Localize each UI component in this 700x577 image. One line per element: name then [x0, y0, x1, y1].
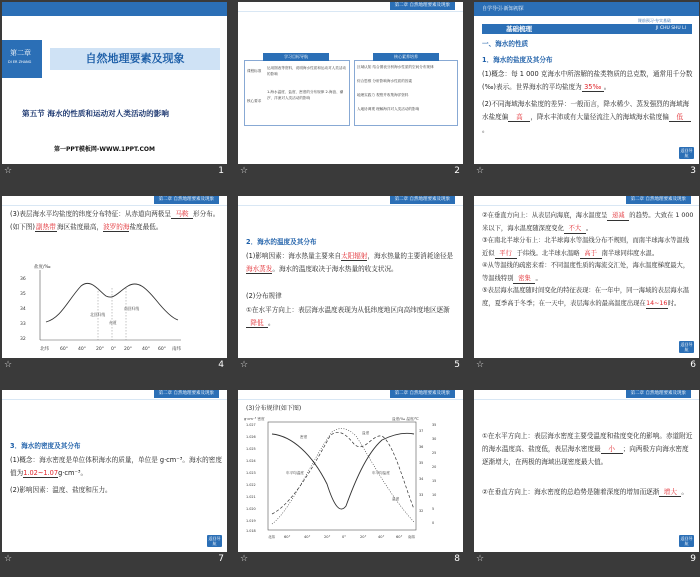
slide-canvas [2, 390, 227, 552]
x-tick: 20° [360, 535, 367, 539]
y-tick: 36 [20, 277, 26, 282]
x-tick: 0° [111, 347, 117, 352]
literacy-table [354, 54, 458, 126]
right-tick: 32 [419, 509, 424, 513]
slide-number: 9 [690, 554, 696, 564]
slide-thumb-8[interactable] [238, 390, 463, 566]
text: ②在垂直方向上：海水密度的总趋势是随着深度的增加而逐渐 [482, 488, 660, 496]
badge-top: 第二章 [10, 49, 31, 57]
banner [482, 24, 692, 34]
x-tick: 0° [342, 535, 347, 539]
right-tick: 35 [419, 461, 424, 465]
right-tick: 36 [419, 445, 424, 449]
text: ②在垂直方向上：从表层向海底，海水温度呈 [482, 212, 608, 219]
chapter-badge [2, 40, 42, 78]
back-button[interactable]: 返回导航 [680, 536, 693, 546]
text: 。 [681, 488, 688, 496]
text: 海区盐度最高， [56, 223, 104, 231]
slide-canvas [474, 2, 699, 164]
x-tick: 北纬 [268, 535, 276, 539]
slide-thumb-9[interactable] [474, 390, 699, 566]
text: 形分布。(如下图) [10, 210, 220, 231]
thumb-footer [2, 164, 227, 178]
row-key: 区域认知 [357, 65, 372, 69]
x-tick: 40° [378, 535, 385, 539]
right-tick-2: 30 [432, 437, 437, 441]
slide-number: 3 [690, 166, 696, 176]
left-tick: 1.026 [246, 435, 256, 439]
header-tab: 第二章 自然地理要素及现象 [626, 390, 691, 398]
row-value: 结合图表分析海水性质的空间分布规律 [372, 65, 434, 69]
slide-header [2, 196, 227, 206]
text: (1)影响因素：海水热量主要来自 [246, 252, 342, 260]
right-tick-2: 5 [432, 507, 435, 511]
x-tick: 40° [78, 347, 86, 352]
header-tab: 第二章 自然地理要素及现象 [390, 390, 455, 398]
slide-number: 1 [218, 166, 224, 176]
row-value: 分析影响海水性质的因素 [372, 79, 413, 83]
answer: 高 [508, 113, 530, 122]
answer: 副热带 [36, 223, 56, 231]
back-button[interactable]: 返回导航 [208, 536, 221, 546]
slide-header [474, 196, 699, 206]
paragraph [482, 430, 694, 469]
slide-thumb-7[interactable] [2, 390, 227, 566]
x-tick: 20° [124, 347, 132, 352]
star-icon[interactable]: ☆ [240, 554, 249, 564]
series-label: 年平均温度 [286, 471, 304, 475]
header-tab: 第二章 自然地理要素及现象 [626, 196, 691, 204]
answer: 1.02~1.07 [23, 469, 59, 477]
answer: 密集 [513, 275, 535, 284]
text: 南半球同纬度水温。 [601, 249, 659, 257]
answer: 波罗的海 [103, 223, 130, 231]
source-line: 第一PPT模板网-WWW.1PPT.COM [54, 146, 155, 153]
row [357, 65, 434, 70]
y-axis-label: 盐度/‰ [34, 265, 51, 270]
left-tick: 1.027 [246, 423, 256, 427]
text: 。海水的温度取决于海水热量的收支状况。 [272, 265, 398, 273]
text: ④从等温线的疏密来看：不同温度性质的海流交汇处，海水温度梯度最大，等温线特别 [482, 262, 690, 282]
left-tick: 1.018 [246, 529, 256, 533]
star-icon[interactable]: ☆ [4, 360, 13, 370]
slide-number: 8 [454, 554, 460, 564]
thumb-footer [238, 552, 463, 566]
answer: 平行 [495, 250, 517, 259]
slide-number: 5 [454, 360, 460, 370]
x-tick: 南纬 [172, 347, 181, 352]
series-label: 密度 [300, 435, 308, 439]
thumb-footer [474, 164, 699, 178]
y-tick: 32 [20, 337, 26, 342]
star-icon[interactable]: ☆ [4, 554, 13, 564]
slide-canvas [238, 2, 463, 164]
text: ①在水平方向上：表层海水密度主要受温度和盐度变化的影响。赤道附近的海水温度高、盐度低，表层海水密度最 [482, 432, 693, 453]
text: g·cm⁻³。 [58, 469, 88, 477]
series-label: 盐度 [362, 431, 370, 435]
answer: 低 [669, 113, 691, 122]
paragraph: (2)分布规律 [246, 292, 282, 300]
answer: 太阳辐射 [341, 252, 368, 260]
slide-canvas [238, 196, 463, 358]
paragraph [10, 454, 222, 480]
x-tick: 北纬 [40, 347, 49, 352]
thumb-footer [2, 358, 227, 372]
star-icon[interactable]: ☆ [476, 360, 485, 370]
goals-table [244, 54, 350, 126]
heading: 2．海水的温度及其分布 [246, 238, 317, 246]
text: ，降水丰沛或有大量径流注入的海域海水盐度偏 [530, 113, 669, 121]
row1-label: 课程标准 [247, 69, 262, 73]
tab-preview: 课前预习·夯实基础 [637, 18, 671, 23]
slide-number: 2 [454, 166, 460, 176]
section-title: 第五节 海水的性质和运动对人类活动的影响 [22, 109, 169, 118]
header-tab: 第二章 自然地理要素及现象 [390, 196, 455, 204]
y-tick: 34 [20, 307, 26, 312]
slide-thumb-5[interactable] [238, 196, 463, 372]
annotation: 南回归线 [124, 306, 140, 311]
slide-thumb-2[interactable] [238, 2, 463, 178]
thumb-footer [238, 358, 463, 372]
left-axis-label: g·cm⁻³ 密度 [244, 417, 265, 421]
right-tick: 37 [419, 429, 424, 433]
back-button[interactable]: 返回导航 [680, 342, 693, 352]
header-tab: 第二章 自然地理要素及现象 [154, 390, 219, 398]
row-key: 人地协调观 [357, 107, 375, 111]
text: (3)表层海水平均盐度的纬度分布特征：从赤道向两极呈 [10, 210, 171, 218]
slide-header [238, 196, 463, 206]
slide-thumb-6[interactable] [474, 196, 699, 372]
paragraph [10, 208, 222, 234]
answer: 小 [601, 445, 623, 454]
slide-number: 6 [690, 360, 696, 370]
text: ；向两极方向海水密度逐渐增大，在两极的海域出现密度最大值。 [482, 445, 689, 466]
slide-canvas [474, 196, 699, 358]
text: 的趋势。大致在 1 000 米以下，海水温度随深度变化 [482, 212, 694, 232]
x-tick: 60° [396, 535, 403, 539]
right-tick-2: 10 [432, 493, 437, 497]
row2-label: 核心要求 [247, 99, 262, 103]
right-tick-2: 20 [432, 465, 437, 469]
top-band [474, 2, 699, 16]
top-band [2, 2, 227, 16]
header-tab: 第二章 自然地理要素及现象 [154, 196, 219, 204]
paragraph-block [482, 210, 694, 310]
slide-canvas [238, 390, 463, 552]
x-tick: 20° [96, 347, 104, 352]
star-icon[interactable]: ☆ [476, 166, 485, 176]
answer: 降低 [246, 319, 268, 328]
text: (2)不同海域海水盐度的差异：一般而言，降水稀少、蒸发强烈的海域海水盐度偏 [482, 100, 690, 121]
text: 时。 [667, 299, 681, 307]
row-key: 地理实践力 [357, 93, 375, 97]
answer: 高于 [580, 250, 602, 259]
answer: 增大 [659, 488, 681, 497]
y-tick: 33 [20, 322, 26, 327]
thumb-footer [474, 552, 699, 566]
answer: 马鞍 [171, 210, 193, 219]
row [357, 107, 419, 112]
banner-pinyin: JI CHU SHU LI [655, 26, 686, 31]
text: ③在南北半球分布上：北半球海水等温线分布不规则，而南半球海水等温线近似 [482, 237, 690, 257]
left-tick: 1.021 [246, 495, 256, 499]
x-tick: 20° [324, 535, 331, 539]
col1-head: 学习目标导航 [263, 53, 329, 61]
star-icon[interactable]: ☆ [240, 360, 249, 370]
answer: 14~16 [646, 299, 668, 307]
right-tick-2: 35 [432, 423, 437, 427]
slide-canvas [474, 390, 699, 552]
slide-canvas [2, 196, 227, 358]
right-tick-2: 15 [432, 479, 437, 483]
right-tick-2: 25 [432, 451, 437, 455]
star-icon[interactable]: ☆ [4, 166, 13, 176]
x-tick: 40° [142, 347, 150, 352]
slide-header [2, 390, 227, 400]
tab-self-study: 自学导引·新知初探 [482, 6, 524, 12]
text: ，海水热量的主要消耗途径是 [367, 252, 454, 260]
badge-sub: DI ER ZHANG [8, 60, 32, 64]
left-tick: 1.025 [246, 447, 256, 451]
x-tick: 南纬 [408, 535, 416, 539]
banner-title: 基础梳理 [506, 25, 532, 33]
left-tick: 1.022 [246, 483, 256, 487]
x-tick: 40° [304, 535, 311, 539]
answer: 35‰ [582, 83, 604, 92]
paragraph: (2)不同海域海水盐度的差异：一般而言，降水稀少、蒸发强烈的海域海水盐度偏 高 ，降水丰沛或有大量径流注入的海域海水盐度偏 低。 [482, 100, 690, 134]
chapter-title: 自然地理要素及现象 [50, 48, 220, 70]
answer: 不大 [564, 225, 586, 234]
y-tick: 35 [20, 292, 26, 297]
text: (1)概念：海水密度是单位体积海水的质量，单位是 g·cm⁻³。海水的密度值为 [10, 456, 222, 477]
right-tick: 33 [419, 493, 424, 497]
right-tick-2: 0 [432, 521, 435, 525]
temperature-line [272, 429, 414, 524]
row [357, 79, 412, 84]
row [357, 93, 408, 98]
text: 。 [535, 274, 542, 282]
slide-canvas [2, 2, 227, 164]
annotation: 北回归线 [90, 312, 106, 317]
paragraph: ①在水平方向上：表层海水温度表现为从低纬度地区向高纬度地区逐渐降低 。 [246, 306, 450, 327]
star-icon[interactable]: ☆ [240, 166, 249, 176]
paragraph [246, 250, 458, 276]
star-icon[interactable]: ☆ [476, 554, 485, 564]
annotation: 赤道 [109, 320, 117, 325]
paragraph: (2)影响因素：温度、盐度和压力。 [10, 486, 112, 494]
row1-text: 运用图表等资料，说明海水性质和运动对人类活动的影响 [267, 66, 347, 76]
x-tick: 60° [60, 347, 68, 352]
slide-header [238, 2, 463, 12]
density-chart [242, 414, 442, 550]
slide-header [474, 390, 699, 400]
chart-title: (3)分布规律(如下图) [246, 405, 302, 412]
thumb-footer [238, 164, 463, 178]
left-tick: 1.023 [246, 471, 256, 475]
slide-thumb-1[interactable] [2, 2, 227, 178]
plot-frame [268, 422, 416, 530]
heading-2: 1．海水的盐度及其分布 [482, 56, 553, 64]
right-axis-label: 盐度/‰ 温度/℃ [392, 417, 419, 421]
series-label: 温度 [392, 497, 400, 501]
text: ⑤表层海水温度随时间变化的特征表现：在一年中，同一海域的表层海水温度，夏季高于冬季；在一天中，表层海水的最高温度出现在 [482, 287, 690, 307]
slide-thumb-3[interactable] [474, 2, 699, 178]
slide-thumb-4[interactable] [2, 196, 227, 372]
heading-1: 一、海水的性质 [482, 40, 529, 48]
thumb-footer [2, 552, 227, 566]
text: 于纬线。北半球水温略 [516, 249, 580, 257]
text: 盐度最低。 [129, 223, 163, 231]
thumb-footer [474, 358, 699, 372]
col2-head: 核心素养培养 [373, 53, 439, 61]
text: (1)概念：每 1 000 克海水中所溶解的盐类物质的总克数，通常用千分数(‰)表示。世界海水的平均盐度为 [482, 70, 693, 91]
slide-header [238, 390, 463, 400]
slide-number: 7 [218, 554, 224, 564]
text: 。 [585, 224, 593, 232]
x-tick: 60° [158, 347, 166, 352]
series-label: 年平均盐度 [372, 471, 390, 475]
left-tick: 1.019 [246, 519, 256, 523]
back-button[interactable]: 返回导航 [680, 148, 693, 158]
row2-text: 1.海水温度、盐度、密度的分布规律 2.海浪、潮汐、洋流对人类活动的影响 [267, 90, 344, 100]
row-key: 综合思维 [357, 79, 372, 83]
row-value: 理解海洋对人类活动的影响 [376, 107, 420, 111]
salinity-chart [6, 260, 196, 356]
paragraph: (1)概念：每 1 000 克海水中所溶解的盐类物质的总克数，通常用千分数(‰)表示。世界海水的平均盐度为 35‰ 。 [482, 70, 693, 91]
answer: 海水蒸发 [246, 265, 273, 273]
right-tick: 34 [419, 477, 424, 481]
header-tab: 第二章 自然地理要素及现象 [390, 2, 455, 10]
heading: 3．海水的密度及其分布 [10, 442, 81, 450]
x-tick: 60° [284, 535, 291, 539]
text: ①在水平方向上：表层海水温度表现为从低纬度地区向高纬度地区逐渐 [246, 306, 450, 314]
left-tick: 1.024 [246, 459, 256, 463]
row-value: 观察并收集海洋资料 [376, 93, 409, 97]
paragraph [482, 486, 694, 499]
left-tick: 1.020 [246, 507, 256, 511]
answer: 递减 [607, 212, 629, 221]
slide-number: 4 [218, 360, 224, 370]
